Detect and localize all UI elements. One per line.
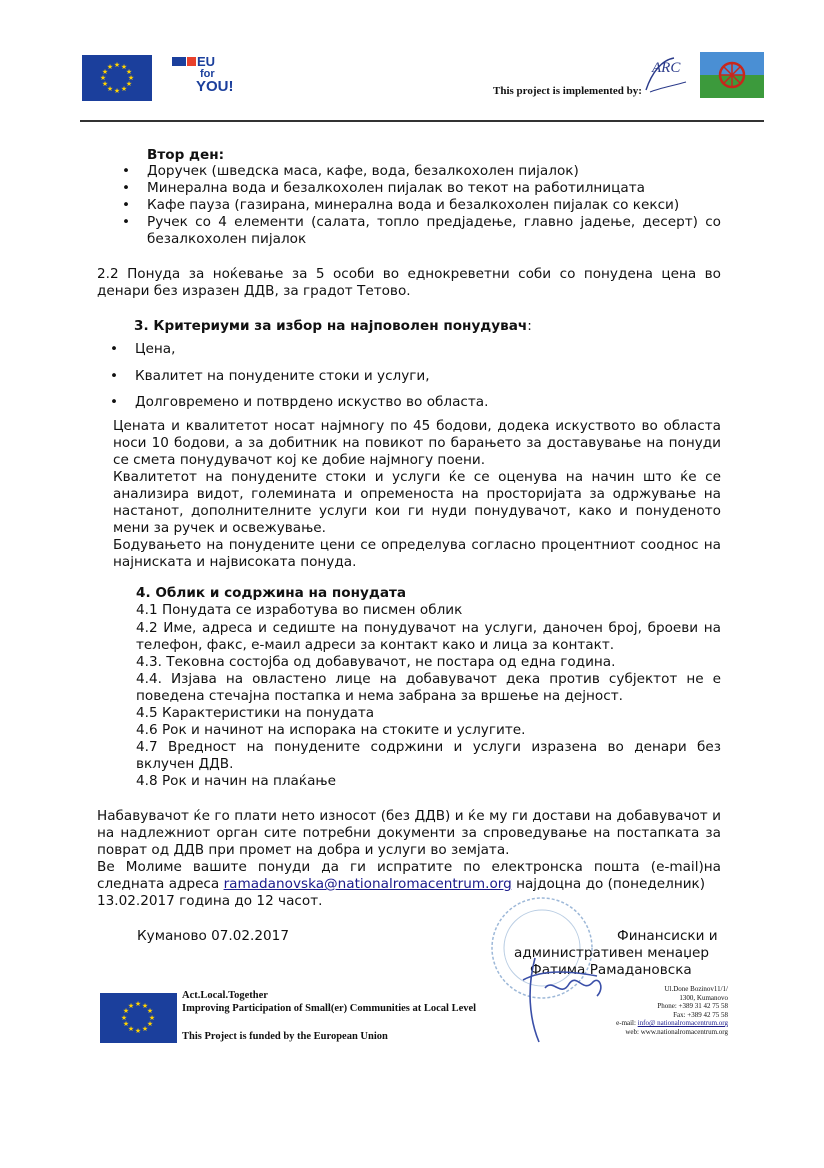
signatory-name: Фатима Рамадановска — [530, 962, 692, 978]
svg-text:★: ★ — [134, 1027, 142, 1035]
svg-text:★: ★ — [113, 61, 121, 69]
svg-text:★: ★ — [148, 1014, 156, 1022]
svg-text:★: ★ — [101, 68, 109, 76]
svg-text:★: ★ — [141, 1002, 149, 1010]
criteria-para-line: Цената и квалитетот носат најмногу по 45 бодови, додека искуството во областа — [113, 418, 721, 434]
footer-web: web: www.nationalromacentrum.org — [625, 1027, 728, 1036]
criteria-para-line: Бодувањето на понудените цени се определува согласно процентниот сооднос на — [113, 537, 721, 553]
logo-text-for: for — [200, 68, 215, 80]
footer-contact-block — [560, 985, 728, 1036]
svg-text:★: ★ — [146, 1020, 154, 1028]
footer-email-label: e-mail: — [616, 1019, 638, 1027]
closing-address-suffix: најдоцна до (понеделник) — [511, 876, 706, 892]
criteria-para-line: анализира видот, големината и опременоста на просторијата за одржување на — [113, 486, 721, 502]
closing-line: Набавувачот ќе го плати нето износот (без ДДВ) и ќе му ги достави на добавувачот и — [97, 808, 721, 824]
footer-address-line: 1300, Kumanovo — [679, 993, 728, 1002]
bullet-icon: • — [122, 163, 131, 179]
criteria-item: Цена, — [135, 341, 176, 357]
svg-text:★: ★ — [141, 1025, 149, 1033]
svg-text:★: ★ — [120, 1014, 128, 1022]
bullet-icon: • — [110, 394, 119, 410]
criteria-para-line: носи 10 бодови, а за добитник на повикот по барањето за доставување на понуди — [113, 435, 721, 451]
offer-line: вклучен ДДВ. — [136, 756, 234, 772]
day2-item: Ручек со 4 елементи (салата, топло предјадење, главно јадење, десерт) со — [147, 214, 721, 230]
footer-project-name: Act.Local.Together — [182, 990, 268, 1001]
svg-text:★: ★ — [106, 63, 114, 71]
footer-phone: Phone: +389 31 42 75 58 — [657, 1002, 728, 1010]
place-date: Куманово 07.02.2017 — [137, 928, 289, 944]
closing-line: поврат од ДДВ при промет на добра и услуги во земјата. — [97, 842, 510, 858]
svg-text:★: ★ — [120, 63, 128, 71]
bullet-icon: • — [122, 180, 131, 196]
bullet-icon: • — [122, 197, 131, 213]
closing-line: на надлежниот орган сите потребни документи за спроведување на постапката за — [97, 825, 721, 841]
bullet-icon: • — [110, 341, 119, 357]
logo-text-eu: EU — [197, 54, 216, 69]
offer-line: 4.4. Изјава на овластено лице на добавувачот дека против субјектот не е — [136, 671, 721, 687]
svg-text:★: ★ — [113, 87, 121, 95]
svg-text:★: ★ — [127, 74, 135, 82]
svg-text:★: ★ — [125, 80, 133, 88]
svg-text:★: ★ — [125, 68, 133, 76]
accommodation-line: 2.2 Понуда за ноќевање за 5 особи во еднокреветни соби со понудена цена во — [97, 266, 721, 282]
offer-line: 4.2 Име, адреса и седиште на понудувачот на услуги, даночен број, броеви на — [136, 620, 721, 636]
day2-item: Доручек (шведска маса, кафе, вода, безалкохолен пијалок) — [147, 163, 579, 179]
offer-line: 4.5 Карактеристики на понудата — [136, 705, 375, 721]
svg-text:★: ★ — [99, 74, 107, 82]
eu-for-you-logo — [172, 55, 247, 101]
logo-text-you: YOU! — [196, 78, 234, 95]
footer-project-subtitle: Improving Participation of Small(er) Communities at Local Level — [182, 1003, 477, 1014]
svg-text:★: ★ — [127, 1002, 135, 1010]
criteria-title — [134, 318, 532, 335]
bullet-icon: • — [110, 368, 119, 384]
offer-line: поведена стечајна постапка и нема забрана за вршење на дејност. — [136, 688, 623, 704]
criteria-para-line: мени за ручек и освежување. — [113, 520, 326, 536]
offer-line: 4.1 Понудата се изработува во писмен облик — [136, 602, 463, 618]
implemented-by-label: This project is implemented by: — [493, 85, 642, 97]
day2-item: Минерална вода и безалкохолен пијалак во текот на работилницата — [147, 180, 645, 196]
criteria-item: Долговремено и потврдено искуство во областа. — [135, 394, 489, 410]
arc-logo — [640, 52, 690, 98]
offer-line: 4.3. Тековна состојба од добавувачот, не постара од една година. — [136, 654, 616, 670]
footer-funding-note: This Project is funded by the European Union — [182, 1031, 388, 1042]
arc-logo-text: ARC — [652, 60, 681, 76]
offer-line: телефон, факс, е-маил адреси за контакт како и лица за контакт. — [136, 637, 615, 653]
day2-item: Кафе пауза (газирана, минерална вода и безалкохолен пијалак со кекси) — [147, 197, 680, 213]
svg-text:★: ★ — [101, 80, 109, 88]
offer-line: 4.8 Рок и начин на плаќање — [136, 773, 336, 789]
criteria-para-line: Квалитетот на понудените стоки и услуги ќе се оценува на начин што ќе се — [113, 469, 721, 485]
offer-line: 4.7 Вредност на понудените содржини и услуги изразена во денари без — [136, 739, 721, 755]
criteria-title-colon: : — [527, 318, 532, 334]
email-link[interactable]: ramadanovska@nationalromacentrum.org — [223, 876, 512, 892]
closing-deadline: 13.02.2017 година до 12 часот. — [97, 893, 323, 909]
footer-email-link[interactable]: info@ nationalromacentrum.org — [637, 1019, 728, 1027]
criteria-title-text: 3. Критериуми за избор на најповолен понудувач — [134, 318, 528, 334]
footer-fax: Fax: +389 42 75 58 — [673, 1010, 728, 1019]
day2-title: Втор ден: — [147, 147, 225, 163]
criteria-item: Квалитет на понудените стоки и услуги, — [135, 368, 430, 384]
criteria-para-line: се смета понудувачот кој ке добие најмногу поени. — [113, 452, 486, 468]
criteria-para-line: најниската и највисоката понуда. — [113, 554, 357, 570]
offer-line: 4.6 Рок и начинот на испорака на стоките и услугите. — [136, 722, 526, 738]
header-divider — [80, 120, 764, 122]
svg-text:★: ★ — [146, 1007, 154, 1015]
svg-text:★: ★ — [127, 1025, 135, 1033]
svg-text:★: ★ — [122, 1020, 130, 1028]
signatory-role: Финансиски и — [617, 928, 718, 944]
footer-email-line — [560, 1019, 728, 1028]
eu-flag-logo — [82, 55, 152, 101]
svg-text:★: ★ — [120, 85, 128, 93]
criteria-para-line: настанот, дополнителните услуги кои ги нуди понудувачот, како и понуденото — [113, 503, 721, 519]
roma-flag-logo — [700, 52, 764, 98]
day2-item-continued: безалкохолен пијалок — [147, 231, 307, 247]
signatory-role: административен менаџер — [514, 945, 709, 961]
svg-text:★: ★ — [106, 85, 114, 93]
svg-text:★: ★ — [122, 1007, 130, 1015]
closing-address-prefix: следната адреса — [97, 876, 224, 892]
svg-text:★: ★ — [134, 1000, 142, 1008]
closing-address-line — [97, 876, 705, 893]
closing-line: Ве Молиме вашите понуди да ги испратите по електронска пошта (e-mail)на — [97, 859, 721, 875]
accommodation-line: денари без изразен ДДВ, за градот Тетово. — [97, 283, 411, 299]
offer-title: 4. Облик и содржина на понудата — [136, 585, 407, 601]
bullet-icon: • — [122, 214, 131, 230]
footer-address-line: Ul.Done Bozinov11/1/ — [664, 985, 728, 993]
footer-eu-flag-logo — [100, 993, 177, 1043]
